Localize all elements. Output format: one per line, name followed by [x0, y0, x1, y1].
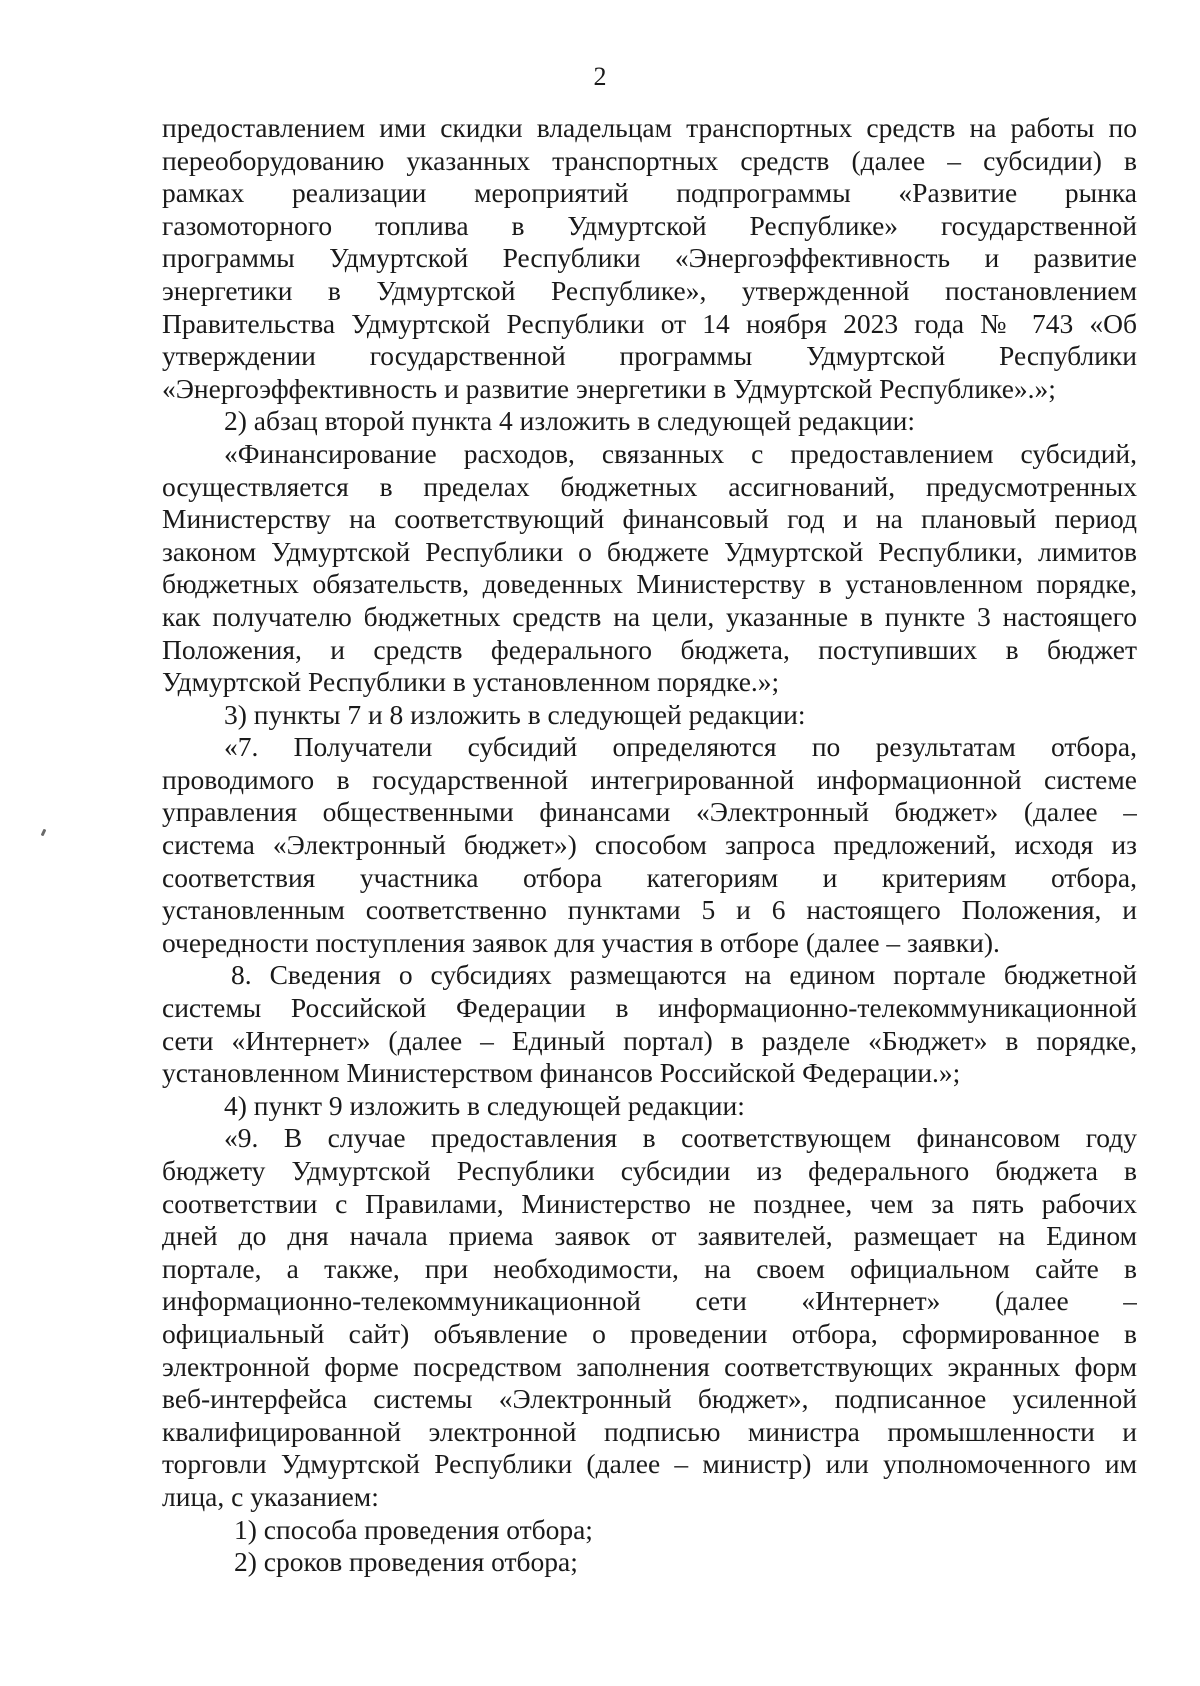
text-line: управления общественными финансами «Электронный бюджет» (далее –: [162, 796, 1137, 828]
text-line: 2) сроков проведения отбора;: [234, 1546, 578, 1578]
text-line: законом Удмуртской Республики о бюджете Удмуртской Республики, лимитов: [162, 535, 1137, 567]
page-number: 2: [593, 62, 607, 91]
text-line: «Финансирование расходов, связанных с предоставлением субсидий,: [224, 437, 1137, 469]
text-line: информационно-телекоммуникационной сети «Интернет» (далее –: [162, 1285, 1137, 1317]
text-line: дней до дня начала приема заявок от заявителей, размещает на Едином: [162, 1220, 1137, 1252]
text-line: сети «Интернет» (далее – Единый портал) в разделе «Бюджет» в порядке,: [162, 1024, 1137, 1056]
text-line: энергетики в Удмуртской Республике», утвержденной постановлением: [162, 274, 1137, 306]
text-line: Министерству на соответствующий финансовый год и на плановый период: [162, 503, 1137, 535]
text-line: Правительства Удмуртской Республики от 14 ноября 2023 года № 743 «Об: [162, 307, 1137, 339]
text-line: системы Российской Федерации в информационно-телекоммуникационной: [162, 992, 1137, 1024]
text-line: предоставлением ими скидки владельцам транспортных средств на работы по: [162, 112, 1137, 143]
document-body: [162, 112, 1137, 1579]
text-line: переоборудованию указанных транспортных средств (далее – субсидии) в: [162, 144, 1137, 176]
text-line: бюджетных обязательств, доведенных Министерству в установленном порядке,: [162, 568, 1137, 600]
text-line: 2) абзац второй пункта 4 изложить в следующей редакции:: [224, 405, 916, 437]
text-line: как получателю бюджетных средств на цели, указанные в пункте 3 настоящего: [162, 600, 1137, 632]
text-line: соответствии с Правилами, Министерство не позднее, чем за пять рабочих: [162, 1187, 1137, 1219]
text-line: лица, с указанием:: [162, 1480, 379, 1512]
text-line: осуществляется в пределах бюджетных ассигнований, предусмотренных: [162, 470, 1137, 502]
text-line: официальный сайт) объявление о проведении отбора, сформированное в: [162, 1317, 1137, 1349]
text-line: система «Электронный бюджет») способом запроса предложений, исходя из: [162, 829, 1137, 861]
text-line: установленном Министерством финансов Российской Федерации.»;: [162, 1057, 961, 1089]
text-line: электронной форме посредством заполнения соответствующих экранных форм: [162, 1350, 1137, 1382]
text-line: очередности поступления заявок для участия в отборе (далее – заявки).: [162, 926, 1000, 958]
text-line: «7. Получатели субсидий определяются по результатам отбора,: [224, 731, 1137, 763]
text-line: газомоторного топлива в Удмуртской Республике» государственной: [162, 209, 1137, 241]
text-line: «9. В случае предоставления в соответствующем финансовом году: [224, 1122, 1137, 1154]
text-line: установленным соответственно пунктами 5 и 6 настоящего Положения, и: [162, 894, 1137, 926]
text-line: проводимого в государственной интегрированной информационной системе: [162, 763, 1137, 795]
text-line: 8. Сведения о субсидиях размещаются на едином портале бюджетной: [231, 959, 1137, 991]
text-line: программы Удмуртской Республики «Энергоэффективность и развитие: [162, 242, 1137, 274]
text-line: «Энергоэффективность и развитие энергетики в Удмуртской Республике».»;: [162, 372, 1056, 404]
margin-mark: [41, 829, 47, 837]
text-line: 1) способа проведения отбора;: [234, 1513, 593, 1545]
text-line: Положения, и средств федерального бюджета, поступивших в бюджет: [162, 633, 1137, 665]
text-line: квалифицированной электронной подписью министра промышленности и: [162, 1415, 1137, 1447]
text-line: портале, а также, при необходимости, на своем официальном сайте в: [162, 1252, 1137, 1284]
text-line: утверждении государственной программы Удмуртской Республики: [162, 340, 1137, 372]
text-line: рамках реализации мероприятий подпрограммы «Развитие рынка: [162, 177, 1137, 209]
text-line: соответствия участника отбора категориям и критериям отбора,: [162, 861, 1137, 893]
text-line: бюджету Удмуртской Республики субсидии из федерального бюджета в: [162, 1155, 1137, 1186]
text-line: 4) пункт 9 изложить в следующей редакции:: [224, 1089, 745, 1121]
text-line: торговли Удмуртской Республики (далее – министр) или уполномоченного им: [162, 1448, 1137, 1480]
text-line: веб-интерфейса системы «Электронный бюджет», подписанное усиленной: [162, 1383, 1137, 1415]
text-line: 3) пункты 7 и 8 изложить в следующей редакции:: [224, 698, 806, 730]
text-line: Удмуртской Республики в установленном порядке.»;: [162, 666, 780, 698]
